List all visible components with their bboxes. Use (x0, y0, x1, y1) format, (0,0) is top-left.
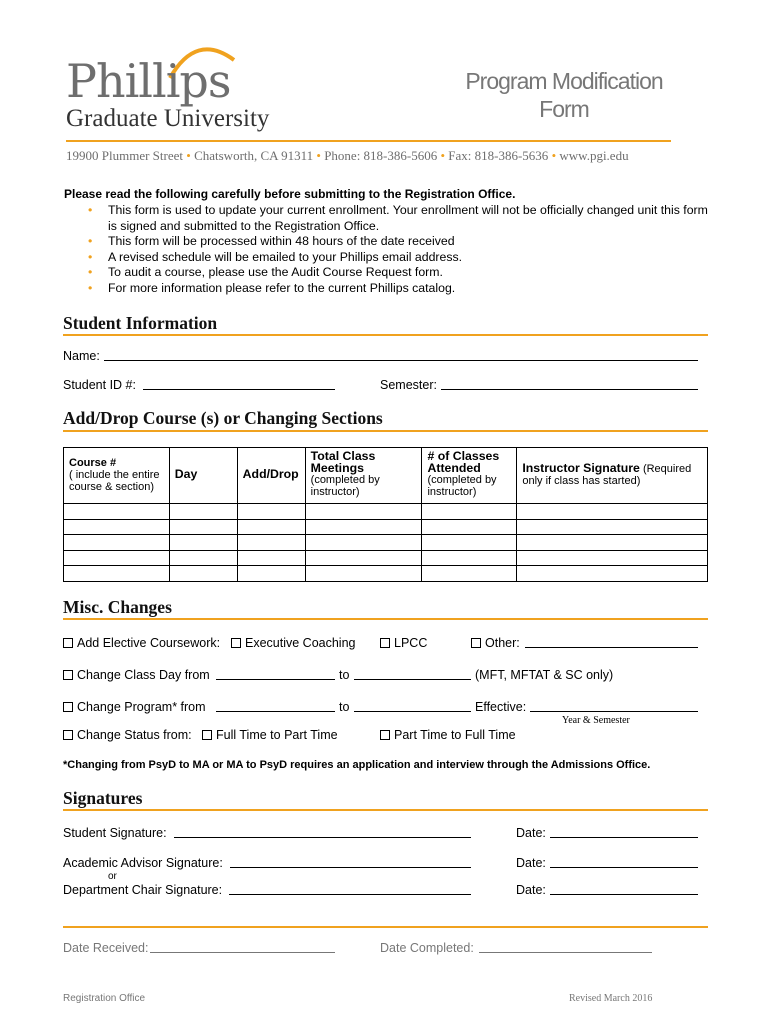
table-cell[interactable] (422, 504, 517, 520)
exec-coaching-checkbox[interactable] (231, 638, 241, 648)
list-item: • To audit a course, please use the Audit Course Request form. (88, 265, 708, 281)
col-instructor-signature: Instructor Signature (Required only if class has started) (517, 448, 708, 504)
lpcc-option: LPCC (380, 636, 427, 650)
date-received-label: Date Received: (63, 941, 149, 955)
chair-signature-label: Department Chair Signature: (63, 883, 223, 897)
contact-line: 19900 Plummer Street • Chatsworth, CA 91311 • Phone: 818-386-5606 • Fax: 818-386-5636 • www.pgi.edu (66, 148, 629, 163)
advisor-signature-label: Academic Advisor Signature: (63, 856, 223, 870)
section-rule (63, 809, 708, 811)
add-drop-heading: Add/Drop Course (s) or Changing Sections (63, 408, 383, 428)
change-program-checkbox[interactable] (63, 702, 73, 712)
logo-name: Phillips (66, 54, 231, 108)
table-row (64, 566, 708, 582)
section-rule (63, 334, 708, 336)
lpcc-checkbox[interactable] (380, 638, 390, 648)
table-header-row (64, 448, 708, 504)
signatures-heading: Signatures (63, 788, 143, 808)
student-signature-input[interactable] (174, 826, 471, 838)
table-row (64, 519, 708, 535)
table-row (64, 535, 708, 551)
table-cell[interactable] (517, 504, 708, 520)
date-completed-input[interactable] (479, 941, 652, 953)
semester-label: Semester: (380, 378, 437, 392)
date-received-input[interactable] (150, 941, 335, 953)
elective-checkbox[interactable] (63, 638, 73, 648)
change-status-option: Change Status from: (63, 728, 192, 742)
logo-subtitle: Graduate University (66, 105, 270, 132)
table-cell[interactable] (169, 519, 237, 535)
table-cell[interactable] (517, 550, 708, 566)
table-cell[interactable] (422, 535, 517, 551)
table-cell[interactable] (64, 535, 170, 551)
student-date-input[interactable] (550, 826, 698, 838)
date-completed-label: Date Completed: (380, 941, 474, 955)
office-rule (63, 926, 708, 928)
list-item: • A revised schedule will be emailed to your Phillips email address. (88, 250, 708, 266)
table-cell[interactable] (517, 519, 708, 535)
instructions-list (88, 203, 708, 296)
table-cell[interactable] (305, 535, 422, 551)
list-item: • This form is used to update your current enrollment. Your enrollment will not be officially changed unit this form is signed and submitted to the Registration Office. (88, 203, 708, 234)
change-program-option: Change Program* from (63, 700, 206, 714)
change-status-checkbox[interactable] (63, 730, 73, 740)
effective-input[interactable] (530, 700, 698, 712)
table-cell[interactable] (517, 535, 708, 551)
date-label: Date: (516, 826, 546, 840)
effective-label: Effective: (475, 700, 527, 714)
other-input[interactable] (525, 636, 698, 648)
pt-to-ft-checkbox[interactable] (380, 730, 390, 740)
footer-office: Registration Office (63, 993, 146, 1004)
col-course: Course # ( include the entire course & section) (64, 448, 170, 504)
table-cell[interactable] (305, 550, 422, 566)
advisor-date-input[interactable] (550, 856, 698, 868)
student-id-input[interactable] (143, 378, 335, 390)
table-cell[interactable] (64, 504, 170, 520)
student-signature-label: Student Signature: (63, 826, 167, 840)
table-cell[interactable] (305, 566, 422, 582)
elective-option: Add Elective Coursework: (63, 636, 220, 650)
table-cell[interactable] (64, 550, 170, 566)
table-row (64, 504, 708, 520)
header-rule (66, 140, 671, 142)
col-day: Day (169, 448, 237, 504)
table-cell[interactable] (422, 519, 517, 535)
table-cell[interactable] (237, 566, 305, 582)
pt-to-ft-option: Part Time to Full Time (380, 728, 516, 742)
table-cell[interactable] (305, 519, 422, 535)
table-row (64, 550, 708, 566)
table-cell[interactable] (237, 504, 305, 520)
list-item: • This form will be processed within 48 hours of the date received (88, 234, 708, 250)
ft-to-pt-option: Full Time to Part Time (202, 728, 338, 742)
to-label: to (339, 668, 350, 682)
to-label: to (339, 700, 350, 714)
program-to-input[interactable] (354, 700, 471, 712)
change-day-checkbox[interactable] (63, 670, 73, 680)
footer-revised: Revised March 2016 (569, 993, 653, 1004)
change-day-from-input[interactable] (216, 668, 335, 680)
col-total-meetings: Total Class Meetings (completed by instructor) (305, 448, 422, 504)
student-info-heading: Student Information (63, 313, 218, 333)
other-checkbox[interactable] (471, 638, 481, 648)
program-change-note: *Changing from PsyD to MA or MA to PsyD requires an application and interview through the Admissions Office. (63, 759, 651, 771)
or-label: or (108, 871, 117, 882)
table-cell[interactable] (169, 566, 237, 582)
table-cell[interactable] (305, 504, 422, 520)
misc-heading: Misc. Changes (63, 597, 172, 617)
name-label: Name: (63, 349, 100, 363)
table-cell[interactable] (517, 566, 708, 582)
name-input[interactable] (104, 349, 698, 361)
form-title: Program Modification Form (465, 68, 663, 122)
table-cell[interactable] (169, 504, 237, 520)
semester-input[interactable] (441, 378, 698, 390)
date-label: Date: (516, 883, 546, 897)
table-cell[interactable] (422, 566, 517, 582)
section-rule (63, 430, 708, 432)
chair-date-input[interactable] (550, 883, 698, 895)
col-add-drop: Add/Drop (237, 448, 305, 504)
program-from-input[interactable] (216, 700, 335, 712)
table-cell[interactable] (64, 566, 170, 582)
chair-signature-input[interactable] (229, 883, 471, 895)
exec-coaching-option: Executive Coaching (231, 636, 355, 650)
instructions-intro: Please read the following carefully before submitting to the Registration Office. (64, 187, 516, 201)
day-note: (MFT, MFTAT & SC only) (475, 668, 614, 682)
other-option: Other: (471, 636, 520, 650)
table-cell[interactable] (237, 550, 305, 566)
section-rule (63, 618, 708, 620)
change-day-option: Change Class Day from (63, 668, 210, 682)
table-cell[interactable] (169, 550, 237, 566)
table-cell[interactable] (237, 535, 305, 551)
table-cell[interactable] (237, 519, 305, 535)
list-item: • For more information please refer to the current Phillips catalog. (88, 281, 708, 297)
date-label: Date: (516, 856, 546, 870)
table-cell[interactable] (169, 535, 237, 551)
name-field (63, 349, 100, 363)
course-table (63, 447, 708, 582)
advisor-signature-input[interactable] (230, 856, 471, 868)
year-semester-label: Year & Semester (562, 715, 630, 726)
student-id-label: Student ID #: (63, 378, 136, 392)
change-day-to-input[interactable] (354, 668, 471, 680)
table-cell[interactable] (422, 550, 517, 566)
col-classes-attended: # of Classes Attended (completed by instructor) (422, 448, 517, 504)
table-cell[interactable] (64, 519, 170, 535)
ft-to-pt-checkbox[interactable] (202, 730, 212, 740)
